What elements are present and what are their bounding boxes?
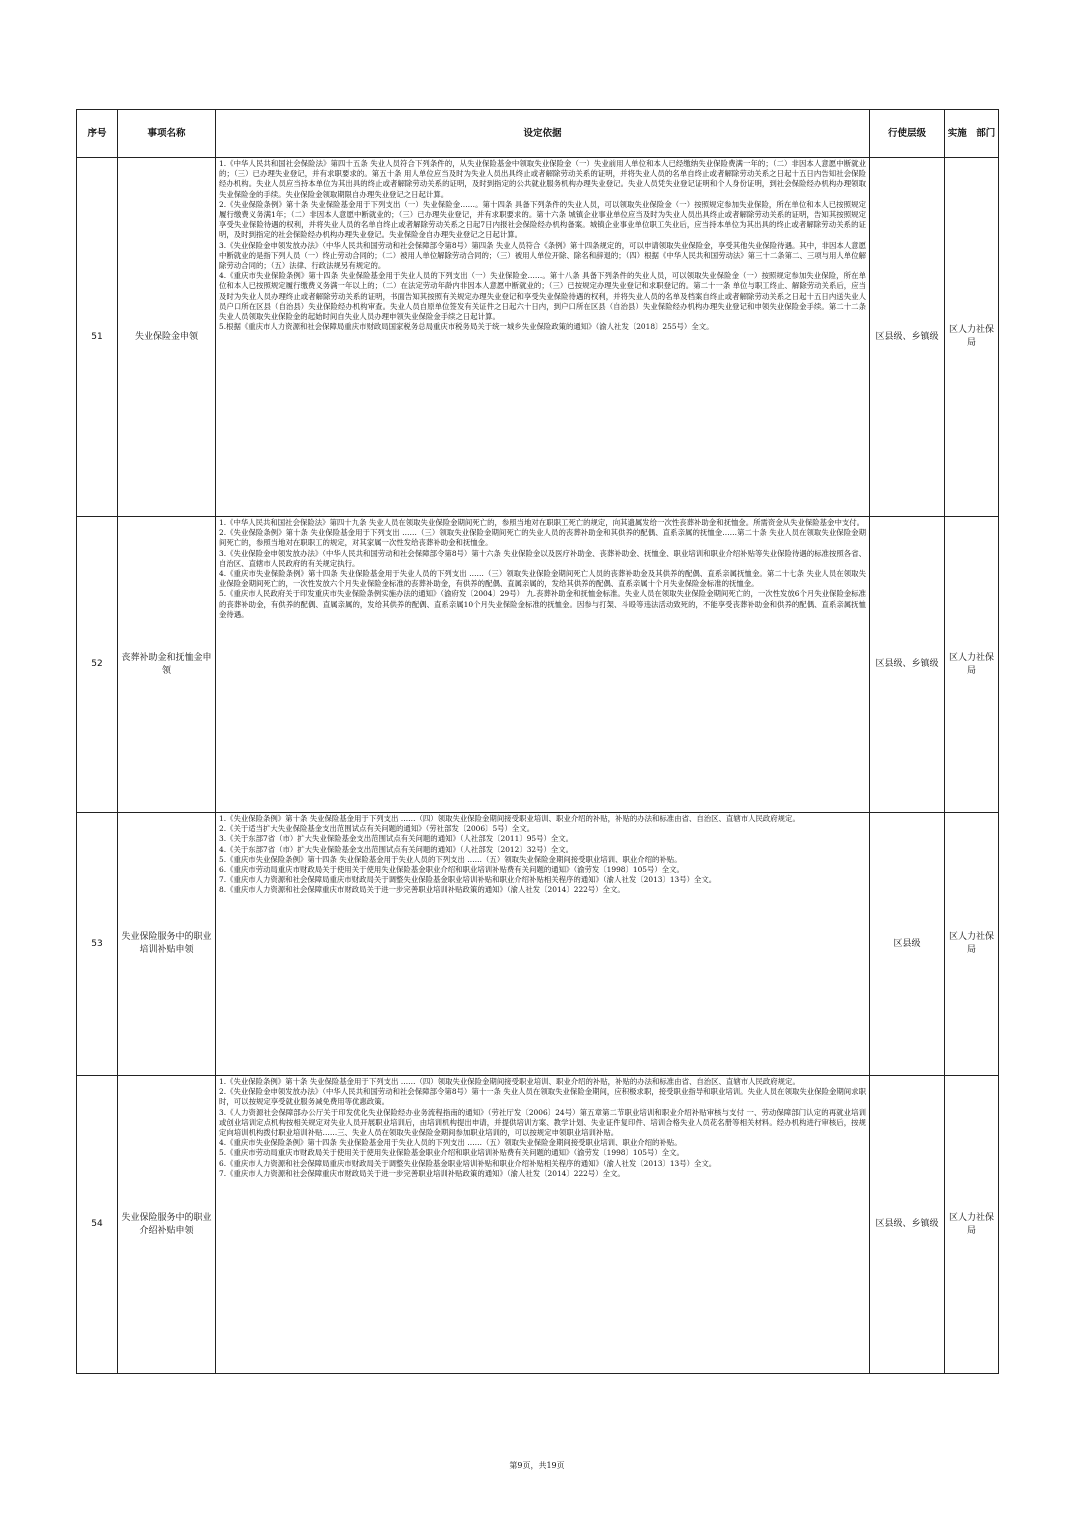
- page-footer: 第9页，共19页: [509, 1461, 565, 1470]
- basis-clause: 5.根据《重庆市人力资源和社会保障局重庆市财政局国家税务总局重庆市税务局关于统一城乡失业保险政策的通知》（渝人社发〔2018〕255号）全文。: [219, 322, 714, 332]
- basis-clause: 5.《重庆市失业保险条例》第十四条 失业保险基金用于失业人员的下列支出 ……（五）领取失业保险金期间接受职业培训、职业介绍的补贴。: [219, 854, 682, 864]
- header-dept: 实施 部门: [945, 110, 999, 158]
- legal-basis-cell: [216, 813, 870, 1076]
- table-row: [77, 813, 999, 1076]
- header-name: 事项名称: [118, 110, 216, 158]
- basis-clause: 3.《关于东部7省（市）扩大失业保险基金支出范围试点有关问题的通知》（人社部发〔2011〕95号）全文。: [219, 834, 574, 844]
- basis-clause: 2.《关于适当扩大失业保险基金支出范围试点有关问题的通知》（劳社部发〔2006〕5号）全文。: [219, 824, 535, 834]
- table-row: [77, 158, 999, 517]
- basis-clause: 4.《重庆市失业保险条例》第十四条 失业保险基金用于失业人员的下列支出（一）失业保险金……。第十八条 具备下列条件的失业人员，可以领取失业保险金（一）按照规定参加失业保险，所在单位和本人已按照规定履行缴费义务满一年以上的；（二）在法定劳动年龄内非因本人意愿中断就业的；（三）已按规定办理失业登记和求职登记的。第二十一条 单位与职工终止、解除劳动关系后，应当及时为失业人员办理终止或者解除劳动关系的证明，书面告知其按照有关规定办理失业登记和享受失业保险待遇的权利，并将失业人员的名单及档案自终止或者解除劳动关系之日起十五日内送失业人员户口所在区县（自治县）失业保险经办机构审查。失业人员自原单位签发有关证件之日起六十日内，到户口所在区县（自治县）失业保险经办机构办理失业登记和申领失业保险金手续。第二十二条 失业人员领取失业保险金的起始时间自失业人员办理申领失业保险金手续之日起计算。: [219, 271, 866, 322]
- matter-name: 失业保险服务中的职业培训补贴申领: [118, 813, 216, 1076]
- legal-basis-text: [216, 813, 869, 896]
- exercise-level: 区县级: [870, 813, 945, 1076]
- header-level: 行使层级: [870, 110, 945, 158]
- exercise-level: 区县级、乡镇级: [870, 517, 945, 813]
- basis-clause: 1.《失业保险条例》第十条 失业保险基金用于下列支出 ……（四）领取失业保险金期间接受职业培训、职业介绍的补贴，补贴的办法和标准由省、自治区、直辖市人民政府规定。: [219, 1077, 800, 1086]
- row-number: 51: [77, 158, 118, 517]
- basis-clause: 7.《重庆市人力资源和社会保障重庆市财政局关于进一步完善职业培训补贴政策的通知》（渝人社发〔2014〕222号）全文。: [219, 1168, 625, 1178]
- basis-clause: 6.《重庆市劳动局重庆市财政局关于使用关于使用失业保险基金职业介绍和职业培训补贴费有关问题的通知》（渝劳发〔1998〕105号）全文。: [219, 865, 684, 875]
- basis-clause: 7.《重庆市人力资源和社会保障局重庆市财政局关于调整失业保险基金职业培训补贴和职业介绍补贴相关程序的通知》（渝人社发〔2013〕13号）全文。: [219, 875, 717, 885]
- basis-clause: 4.《关于东部7省（市）扩大失业保险基金支出范围试点有关问题的通知》（人社部发〔2012〕32号）全文。: [219, 844, 574, 854]
- basis-clause: 5.《重庆市劳动局重庆市财政局关于使用关于使用失业保险基金职业介绍和职业培训补贴费有关问题的通知》（渝劳发〔1998〕105号）全文。: [219, 1148, 684, 1158]
- header-basis: 设定依据: [216, 110, 870, 158]
- header-row: [77, 110, 999, 158]
- header-num: 序号: [77, 110, 118, 158]
- basis-clause: 5.《重庆市人民政府关于印发重庆市失业保险条例实施办法的通知》（渝府发〔2004〕29号） 九.丧葬补助金和抚恤金标准。失业人员在领取失业保险金期间死亡的，一次性发放6个月失业保险金标准的丧葬补助金，有供养的配偶、直属亲属的，发给其供养的配偶、直系亲属10个月失业保险金标准的抚恤金。因参与打架、斗殴等违法活动致死的，不能享受丧葬补助金和供养的配偶、直系亲属抚恤金待遇。: [219, 589, 867, 619]
- exercise-level: 区县级、乡镇级: [870, 158, 945, 517]
- basis-clause: 3.《失业保险金申领发放办法》（中华人民共和国劳动和社会保障部令第8号）第四条 失业人员符合《条例》第十四条规定的，可以申请领取失业保险金，享受其他失业保险待遇。其中，非因本人意愿中断就业的是指下列人员（一）终止劳动合同的；（二）被用人单位解除劳动合同的；（三）被用人单位开除、除名和辞退的；（四）根据《中华人民共和国劳动法》第三十二条第二、三项与用人单位解除劳动合同的；（五）法律、行政法规另有规定的。: [219, 240, 866, 271]
- basis-clause: 8.《重庆市人力资源和社会保障重庆市财政局关于进一步完善职业培训补贴政策的通知》（渝人社发〔2014〕222号）全文。: [219, 885, 625, 895]
- implementing-dept: 区人力社保局: [945, 813, 999, 1076]
- basis-clause: 4.《重庆市失业保险条例》第十四条 失业保险基金用于失业人员的下列支出 ……（三）领取失业保险金期间死亡人员的丧葬补助金及其供养的配偶、直系亲属抚恤金。第二十七条 失业人员在领取失业保险金期间死亡的，一次性发放六个月失业保险金标准的丧葬补助金，有供养的配偶、直属亲属的，发给其供养的配偶、直系亲属十个月失业保险金标准的抚恤金。: [219, 569, 866, 589]
- matter-name: 失业保险金申领: [118, 158, 216, 517]
- implementing-dept: 区人力社保局: [945, 158, 999, 517]
- basis-clause: 1.《中华人民共和国社会保险法》第四十五条 失业人员符合下列条件的，从失业保险基金中领取失业保险金（一）失业前用人单位和本人已经缴纳失业保险费满一年的；（二）非因本人意愿中断就业的；（三）已办理失业登记，并有求职要求的。第五十条 用人单位应当及时为失业人员出具终止或者解除劳动关系的证明，并将失业人员的名单自终止或者解除劳动关系之日起十五日内告知社会保险经办机构。失业人员应当持本单位为其出具的终止或者解除劳动关系的证明，及时到指定的公共就业服务机构办理失业登记。失业人员凭失业登记证明和个人身份证明，到社会保险经办机构办理领取失业保险金的手续。失业保险金领取期限自办理失业登记之日起计算。: [219, 159, 866, 199]
- basis-clause: 2.《失业保险条例》第十条 失业保险基金用于下列支出 ……（三）领取失业保险金期间死亡的失业人员的丧葬补助金和其供养的配偶、直系亲属的抚恤金……第二十条 失业人员在领取失业保险金期间死亡的，参照当地对在职职工的规定，对其家属一次性发给丧葬补助金和抚恤金。: [219, 528, 866, 548]
- legal-basis-cell: [216, 158, 870, 517]
- matter-name: 失业保险服务中的职业介绍补贴申领: [118, 1076, 216, 1374]
- basis-clause: 4.《重庆市失业保险条例》第十四条 失业保险基金用于失业人员的下列支出 ……（五）领取失业保险金期间接受职业培训、职业介绍的补贴。: [219, 1138, 682, 1148]
- table-row: [77, 1076, 999, 1374]
- basis-clause: 3.《人力资源社会保障部办公厅关于印发优化失业保险经办业务流程指南的通知》（劳社厅发〔2006〕24号）第五章第二节职业培训和职业介绍补贴审核与支付 一、劳动保障部门认定的再就业培训或创业培训定点机构按相关规定对失业人员开展职业培训后，由培训机构提出申请，并提供培训方案、教学计划、失业证件复印件、培训合格失业人员花名册等相关材料。经办机构进行审核后，按规定向培训机构拨付职业培训补贴……三、失业人员在领取失业保险金期间参加职业培训的，可以按规定申领职业培训补贴。: [219, 1107, 866, 1138]
- row-number: 52: [77, 517, 118, 813]
- legal-basis-cell: [216, 1076, 870, 1374]
- basis-clause: 2.《失业保险条例》第十条 失业保险基金用于下列支出（一）失业保险金……。第十四条 具备下列条件的失业人员，可以领取失业保险金（一）按照规定参加失业保险，所在单位和本人已按照规定履行缴费义务满1年；（二）非因本人意愿中断就业的；（三）已办理失业登记，并有求职要求的。第十六条 城镇企业事业单位应当及时为失业人员出具终止或者解除劳动关系的证明，告知其按照规定享受失业保险待遇的权利，并将失业人员的名单自终止或者解除劳动关系之日起7日内报社会保险经办机构备案。城镇企业事业单位职工失业后，应当持本单位为其出具的终止或者解除劳动关系的证明，及时到指定的社会保险经办机构办理失业登记。失业保险金自办理失业登记之日起计算。: [219, 199, 866, 240]
- legal-basis-cell: [216, 517, 870, 813]
- basis-clause: 1.《中华人民共和国社会保险法》第四十九条 失业人员在领取失业保险金期间死亡的，参照当地对在职职工死亡的规定，向其遗属发给一次性丧葬补助金和抚恤金。所需资金从失业保险基金中支付。: [219, 518, 865, 527]
- legal-basis-text: [216, 517, 869, 620]
- exercise-level: 区县级、乡镇级: [870, 1076, 945, 1374]
- matters-table: [76, 109, 999, 1374]
- legal-basis-text: [216, 158, 869, 332]
- table-row: [77, 517, 999, 813]
- row-number: 53: [77, 813, 118, 1076]
- implementing-dept: 区人力社保局: [945, 517, 999, 813]
- legal-basis-text: [216, 1076, 869, 1179]
- implementing-dept: 区人力社保局: [945, 1076, 999, 1374]
- matter-name: 丧葬补助金和抚恤金申领: [118, 517, 216, 813]
- basis-clause: 3.《失业保险金申领发放办法》（中华人民共和国劳动和社会保障部令第8号）第十六条 失业保险金以及医疗补助金、丧葬补助金、抚恤金、职业培训和职业介绍补贴等失业保险待遇的标准按照各省、自治区、直辖市人民政府的有关规定执行。: [219, 548, 866, 568]
- basis-clause: 6.《重庆市人力资源和社会保障局重庆市财政局关于调整失业保险基金职业培训补贴和职业介绍补贴相关程序的通知》（渝人社发〔2013〕13号）全文。: [219, 1158, 717, 1168]
- row-number: 54: [77, 1076, 118, 1374]
- basis-clause: 2.《失业保险金申领发放办法》（中华人民共和国劳动和社会保障部令第8号）第十一条 失业人员在领取失业保险金期间，应积极求职，接受职业指导和职业培训。失业人员在领取失业保险金期间求职时，可以按规定享受就业服务减免费用等优惠政策。: [219, 1087, 866, 1107]
- basis-clause: 1.《失业保险条例》第十条 失业保险基金用于下列支出 ……（四）领取失业保险金期间接受职业培训、职业介绍的补贴，补贴的办法和标准由省、自治区、直辖市人民政府规定。: [219, 814, 800, 823]
